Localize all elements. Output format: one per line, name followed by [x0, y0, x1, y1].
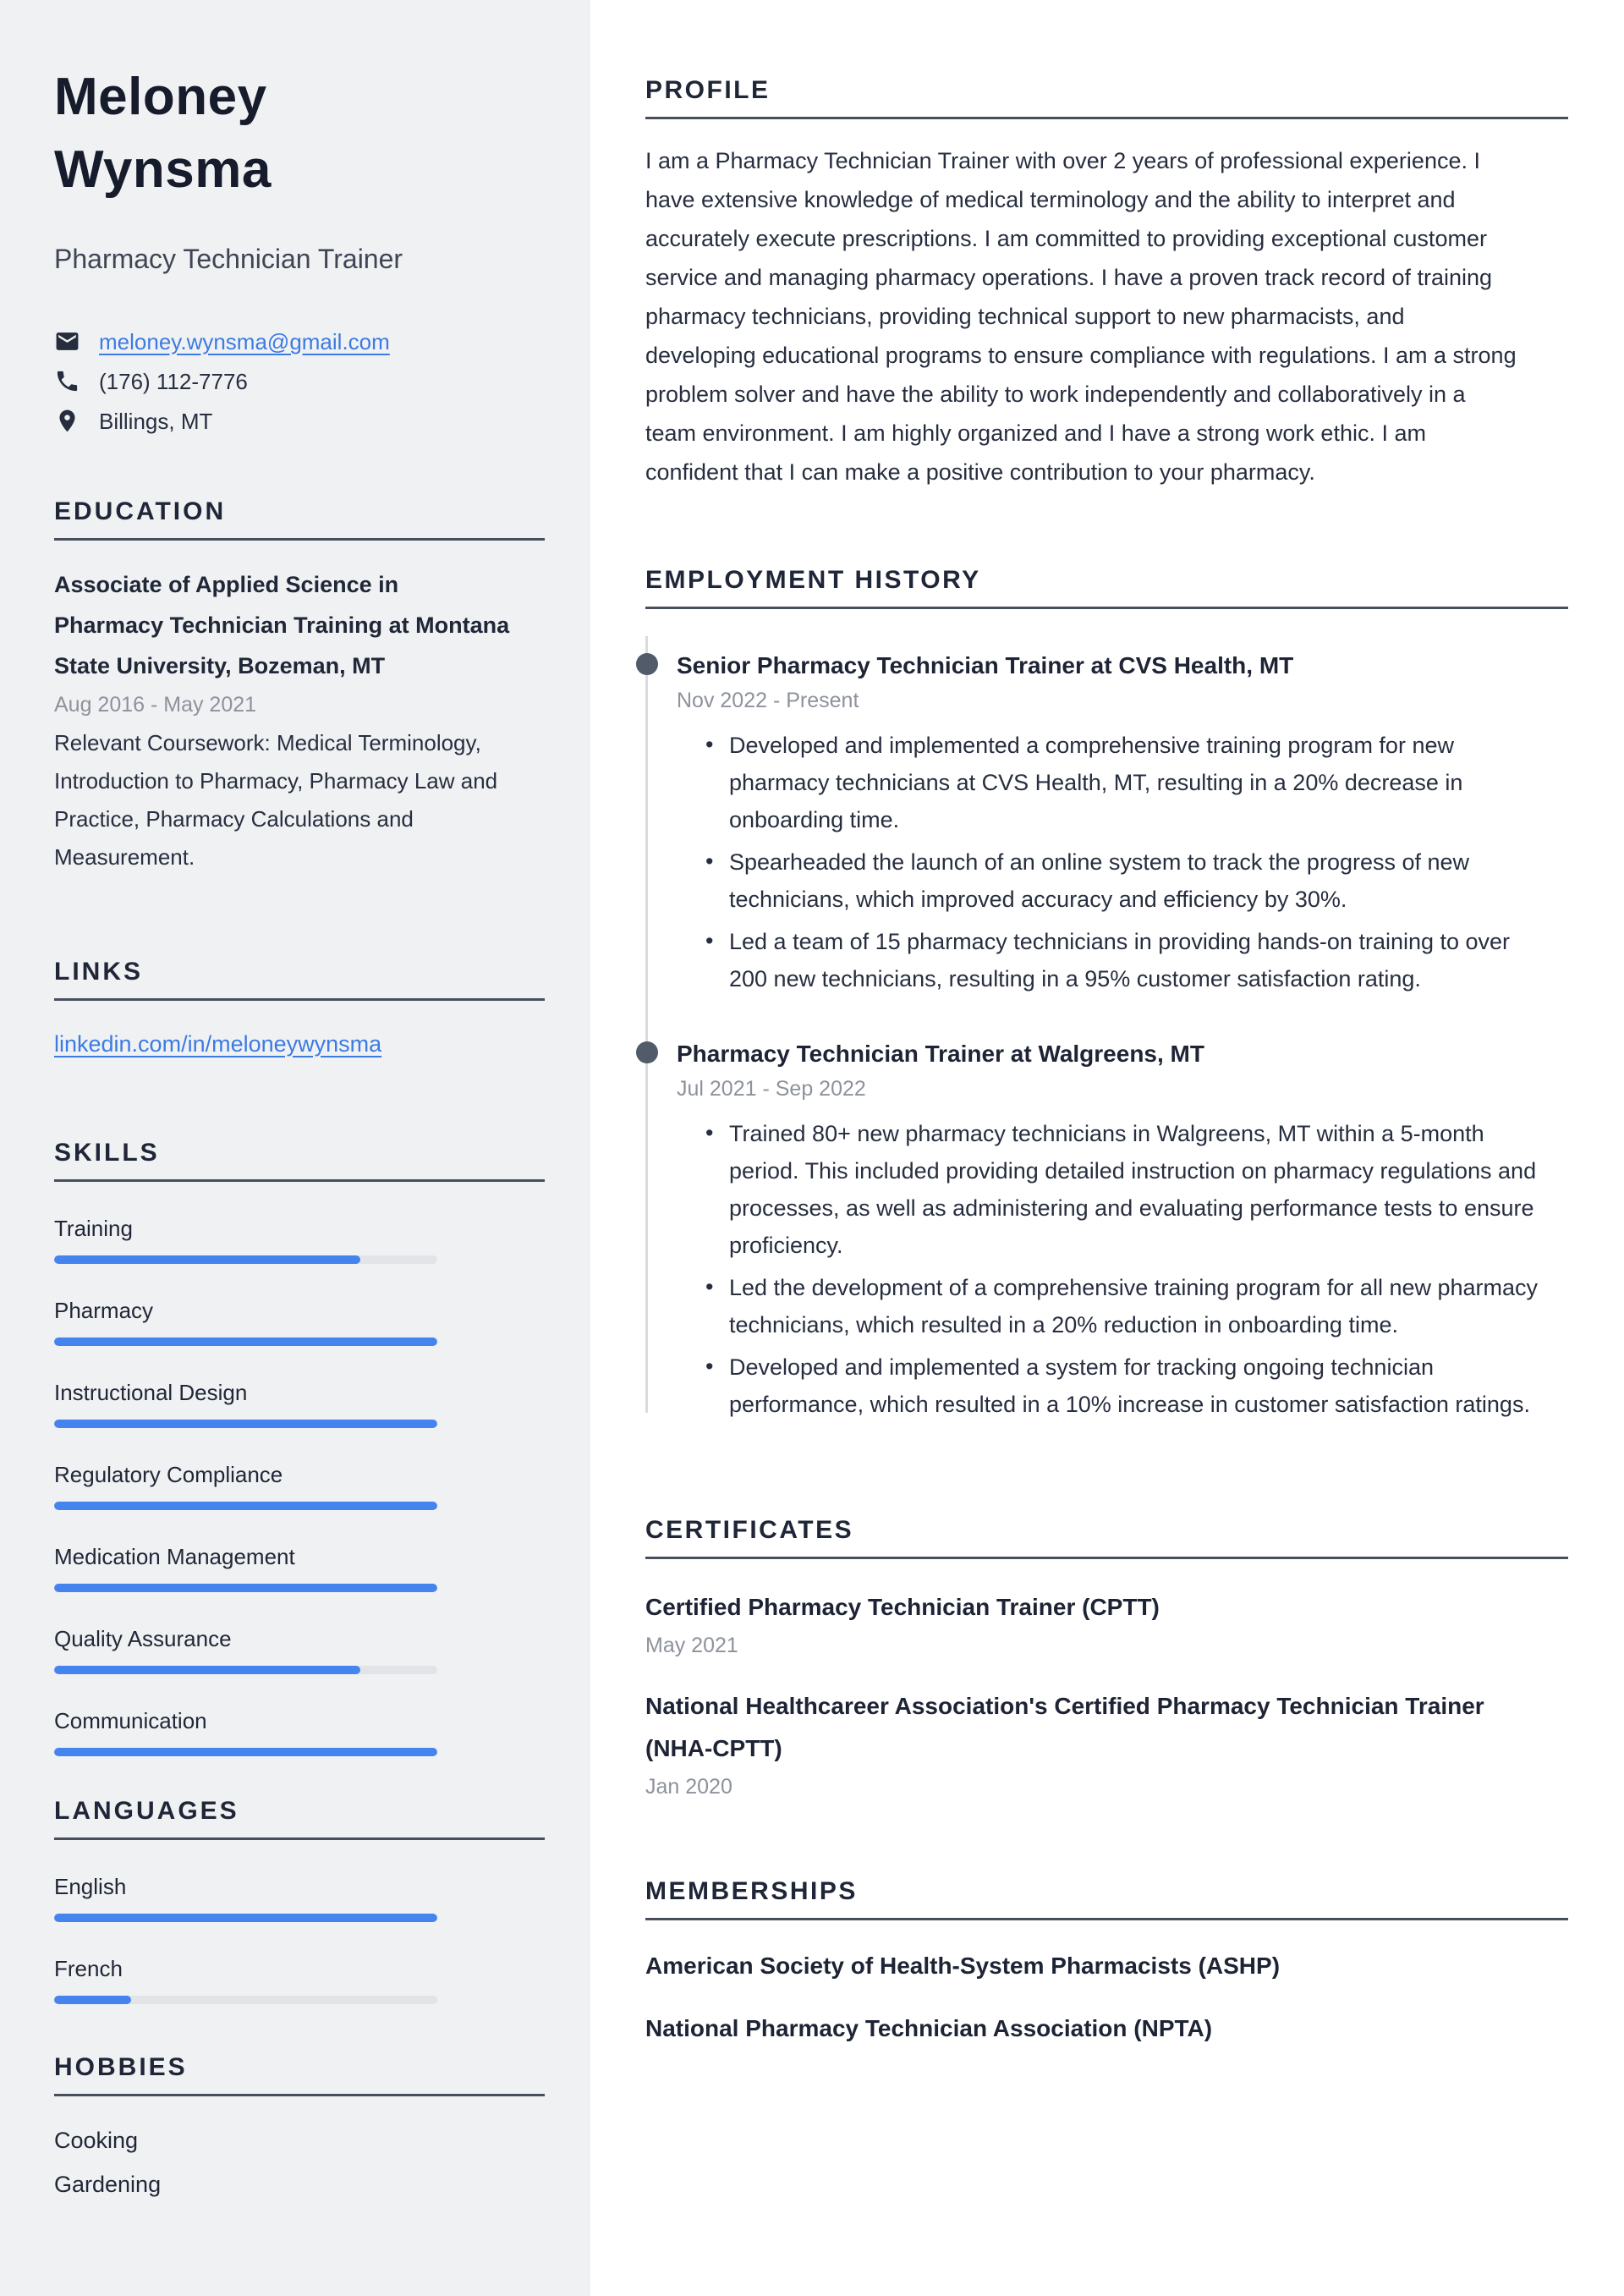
education-coursework: Relevant Coursework: Medical Terminology, Introduction to Pharmacy, Pharmacy Law and Practice, Pharmacy Calculations and Measurement. [54, 729, 498, 870]
skill-label: Communication [54, 1707, 207, 1733]
skill-bar-fill [54, 1420, 437, 1428]
timeline-dot [636, 1041, 658, 1063]
education-section [54, 497, 545, 876]
language-item [54, 1956, 545, 2004]
skill-bar-fill [54, 1666, 360, 1674]
timeline-dot [636, 653, 658, 675]
links-section [54, 958, 545, 1057]
skill-item [54, 1708, 545, 1756]
language-bar-track [54, 1914, 437, 1922]
contact-phone-row [54, 368, 545, 395]
job-title: Pharmacy Technician Trainer at Walgreens, MT [677, 1041, 1204, 1067]
job-bullet: • Developed and implemented a comprehensive training program for new pharmacy technicians at CVS Health, MT, resulting in a 20% decrease in onboarding time. [704, 727, 1550, 838]
job-bullet: • Spearheaded the launch of an online system to track the progress of new technicians, which improved accuracy and efficiency by 30%. [704, 843, 1550, 918]
certificate-date: May 2021 [645, 1634, 738, 1657]
certificates-heading: CERTIFICATES [645, 1516, 1568, 1559]
skill-bar-track [54, 1502, 437, 1510]
location-text: Billings, MT [99, 408, 213, 434]
skill-bar-track [54, 1584, 437, 1592]
certificate-title: National Healthcareer Association's Certified Pharmacy Technician Trainer (NHA-CPTT) [645, 1693, 1484, 1761]
language-bar-fill [54, 1914, 437, 1922]
skill-bar-fill [54, 1338, 437, 1346]
job-dates: Nov 2022 - Present [677, 689, 859, 712]
skill-bar-track [54, 1255, 437, 1264]
language-bar-fill [54, 1996, 131, 2004]
person-job-title: Pharmacy Technician Trainer [54, 243, 403, 274]
employment-section [645, 566, 1568, 1442]
education-dates: Aug 2016 - May 2021 [54, 692, 257, 717]
phone-number: (176) 112-7776 [99, 368, 248, 394]
skills-heading: SKILLS [54, 1139, 545, 1182]
contact-email-row [54, 328, 545, 355]
skill-bar-track [54, 1666, 437, 1674]
profile-text: I am a Pharmacy Technician Trainer with over 2 years of professional experience. I have extensive knowledge of medical terminology and the ability to interpret and accurately execute prescriptions. I am committed to providing exceptional customer service and managing pharmacy operations. I have a proven track record of training pharmacy technicians, providing technical support to new pharmacists, and developing educational programs to ensure compliance with regulations. I am a strong problem solver and have the ability to work independently and collaboratively in a team environment. I am highly organized and I have a strong work ethic. I am confident that I can make a positive contribution to your pharmacy. [645, 148, 1517, 485]
skill-label: Training [54, 1215, 133, 1241]
job-bullet-list [677, 1115, 1568, 1423]
memberships-section [645, 1877, 1568, 2046]
job-bullet: • Led a team of 15 pharmacy technicians in providing hands-on training to over 200 new technicians, resulting in a 95% customer satisfaction rating. [704, 923, 1550, 997]
sidebar [0, 0, 590, 2296]
skill-label: Regulatory Compliance [54, 1461, 283, 1487]
certificate-date: Jan 2020 [645, 1775, 732, 1799]
certificate-title: Certified Pharmacy Technician Trainer (CPTT) [645, 1594, 1160, 1620]
skill-bar-track [54, 1748, 437, 1756]
skill-label: Instructional Design [54, 1379, 248, 1405]
phone-icon [54, 368, 80, 394]
person-name: Meloney Wynsma [54, 68, 272, 199]
hobbies-list [54, 2118, 545, 2206]
skill-label: Pharmacy [54, 1297, 154, 1323]
job-bullet-list [677, 727, 1568, 997]
skill-item [54, 1462, 545, 1510]
membership-item: American Society of Health-System Pharmacists (ASHP) [645, 1953, 1281, 1979]
skill-item [54, 1626, 545, 1674]
membership-item: National Pharmacy Technician Association (NPTA) [645, 2015, 1213, 2041]
education-degree: Associate of Applied Science in Pharmacy Technician Training at Montana State University, Bozeman, MT [54, 571, 510, 678]
memberships-heading: MEMBERSHIPS [645, 1877, 1568, 1920]
links-heading: LINKS [54, 958, 545, 1001]
memberships-list [645, 1949, 1568, 2046]
languages-list [54, 1874, 545, 2004]
job-entry [677, 628, 1568, 1016]
skill-bar-track [54, 1338, 437, 1346]
employment-heading: EMPLOYMENT HISTORY [645, 566, 1568, 609]
email-icon [54, 328, 80, 354]
hobby-item: Gardening [54, 2171, 162, 2197]
skill-item [54, 1216, 545, 1264]
location-pin-icon [54, 408, 80, 434]
certificate-item [645, 1586, 1568, 1658]
skill-bar-fill [54, 1502, 437, 1510]
language-label: English [54, 1873, 127, 1899]
language-bar-track [54, 1996, 437, 2004]
hobby-item: Cooking [54, 2127, 139, 2153]
language-item [54, 1874, 545, 1922]
languages-section [54, 1797, 545, 2004]
skills-section [54, 1139, 545, 1756]
contact-block [54, 328, 545, 435]
skill-bar-fill [54, 1255, 360, 1264]
skills-list [54, 1216, 545, 1756]
job-bullet: • Led the development of a comprehensive training program for all new pharmacy technicians, which resulted in a 20% reduction in onboarding time. [704, 1269, 1550, 1343]
profile-heading: PROFILE [645, 76, 1568, 119]
skill-item [54, 1298, 545, 1346]
profile-section [645, 76, 1568, 492]
skill-item [54, 1544, 545, 1592]
links-list [54, 1001, 545, 1057]
main-column [590, 0, 1624, 2296]
linkedin-link[interactable]: linkedin.com/in/meloneywynsma [54, 1030, 382, 1057]
skill-item [54, 1380, 545, 1428]
employment-timeline [645, 628, 1568, 1442]
language-label: French [54, 1955, 123, 1981]
email-link[interactable]: meloney.wynsma@gmail.com [99, 328, 390, 354]
languages-heading: LANGUAGES [54, 1797, 545, 1840]
job-dates: Jul 2021 - Sep 2022 [677, 1077, 866, 1101]
skill-label: Quality Assurance [54, 1625, 232, 1651]
hobbies-section [54, 2053, 545, 2206]
job-title: Senior Pharmacy Technician Trainer at CVS Health, MT [677, 652, 1294, 678]
certificates-section [645, 1516, 1568, 1799]
certificate-item [645, 1685, 1568, 1799]
job-bullet: • Trained 80+ new pharmacy technicians in Walgreens, MT within a 5-month period. This included providing detailed instruction on pharmacy regulations and processes, as well as administering and evaluating performance tests to ensure proficiency. [704, 1115, 1550, 1264]
skill-label: Medication Management [54, 1543, 295, 1569]
education-heading: EDUCATION [54, 497, 545, 541]
certificates-list [645, 1586, 1568, 1799]
skill-bar-track [54, 1420, 437, 1428]
hobbies-heading: HOBBIES [54, 2053, 545, 2096]
skill-bar-fill [54, 1748, 437, 1756]
contact-location-row [54, 408, 545, 435]
job-bullet: • Developed and implemented a system for tracking ongoing technician performance, which resulted in a 10% increase in customer satisfaction ratings. [704, 1348, 1550, 1423]
job-entry [677, 1016, 1568, 1442]
skill-bar-fill [54, 1584, 437, 1592]
